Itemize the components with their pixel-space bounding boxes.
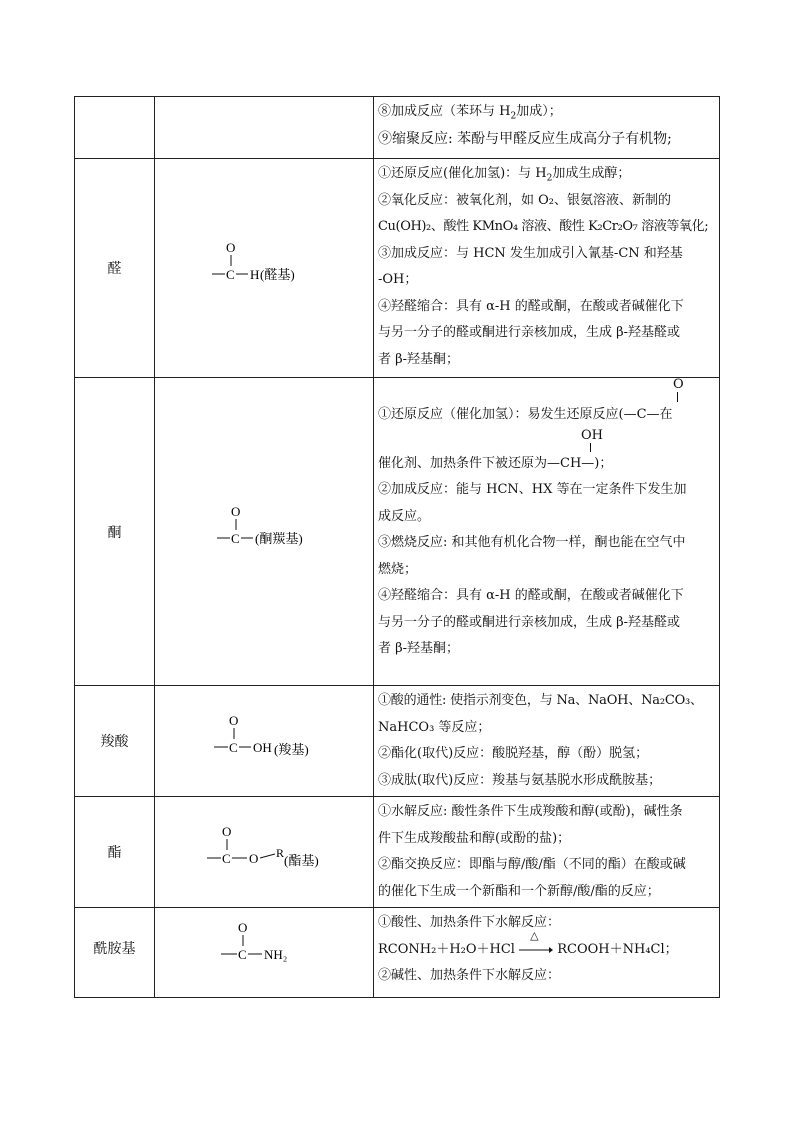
description-line: ③燃烧反应: 和其他有机化合物一样，酮也能在空气中 xyxy=(378,535,686,550)
atom-o: O xyxy=(231,503,241,519)
inline-o-label: O xyxy=(673,377,684,392)
atom-o: O xyxy=(229,713,239,728)
group-label: (酮羰基) xyxy=(255,530,303,546)
atom-c: C xyxy=(231,530,240,546)
table-row xyxy=(75,686,720,797)
description-line: ⑧加成反应（苯环与 $H_2$加成）； xyxy=(378,104,562,122)
group-name xyxy=(75,97,155,159)
description-line: ④羟醛缩合：具有 α-H 的醛或酮，在酸或者碱催化下 xyxy=(378,588,684,603)
reaction-description xyxy=(374,686,720,797)
amide-structure xyxy=(155,908,374,998)
group-label: (羧基) xyxy=(274,742,309,757)
atom-c: C xyxy=(229,740,238,755)
amide-group-formula xyxy=(217,918,327,978)
description-line: ③成肽(取代)反应：羧基与氨基脱水形成酰胺基； xyxy=(378,772,662,788)
description-line: 者 β-羟基酮； xyxy=(378,641,460,656)
equation-left: RCONH₂＋H₂O＋HCl xyxy=(378,941,515,957)
description-line: ④羟醛缩合：具有 α-H 的醛或酮，在酸或者碱催化下 xyxy=(378,298,684,314)
table-row xyxy=(75,797,720,908)
group-name: 酮 xyxy=(75,378,155,686)
ketone-structure xyxy=(155,378,374,686)
aldehyde-structure xyxy=(155,159,374,378)
description-line: 与另一分子的醛或酮进行亲核加成，生成 β-羟基醛或 xyxy=(378,614,681,630)
description-line: 燃烧； xyxy=(378,561,418,577)
reaction-description xyxy=(374,378,720,686)
description-line: 者 β-羟基酮； xyxy=(378,351,460,367)
reaction-description xyxy=(374,797,720,908)
atom-r: R xyxy=(276,846,285,860)
atom-oh: OH xyxy=(253,740,272,755)
atom-c: C xyxy=(238,947,247,962)
description-line: ①酸性、加热条件下水解反应： xyxy=(378,915,561,930)
ester-structure xyxy=(155,797,374,908)
equation-right: RCOOH＋NH₄Cl； xyxy=(557,941,678,957)
description-line: ②氧化反应：被氧化剂，如 O₂、银氨溶液、新制的 xyxy=(378,192,672,208)
description-line: 件下生成羧酸盐和醇(或酚的盐)； xyxy=(378,830,571,846)
description-line: ①还原反应（催化加氢）：易发生还原反应(—C—在 xyxy=(378,407,673,422)
description-line: ②酯化(取代)反应：酸脱羟基，醇（酚）脱氢； xyxy=(378,746,649,761)
atom-o: O xyxy=(222,824,232,839)
atom-o: O xyxy=(226,240,236,255)
description-line: 的催化下生成一个新酯和一个新醇/酸/酯的反应； xyxy=(378,883,660,899)
aldehyde-group-formula xyxy=(210,238,340,298)
equation-line xyxy=(378,929,716,964)
reaction-description xyxy=(374,97,720,159)
atom-c: C xyxy=(226,267,235,282)
description-line: -OH； xyxy=(378,272,418,287)
description-line: 成反应。 xyxy=(378,508,431,524)
carboxyl-structure xyxy=(155,686,374,797)
carboxyl-group-formula xyxy=(210,711,340,771)
inline-formula-line xyxy=(378,427,716,478)
group-label: (醛基) xyxy=(260,267,295,282)
atom-o-ether: O xyxy=(249,851,259,866)
description-line: ②碱性、加热条件下水解反应： xyxy=(378,968,561,983)
description-line: ③加成反应：与 HCN 发生加成引入氰基-CN 和羟基 xyxy=(378,245,683,261)
reaction-arrow xyxy=(519,929,553,956)
table-row xyxy=(75,159,720,378)
heat-condition: △ xyxy=(530,929,539,942)
table-row xyxy=(75,97,720,159)
description-line: ②酯交换反应：即酯与醇/酸/酯（不同的酯）在酸或碱 xyxy=(378,857,686,872)
table-row xyxy=(75,908,720,998)
group-name: 醛 xyxy=(75,159,155,378)
description-line: ①水解反应: 酸性条件下生成羧酸和醇(或酚)，碱性条 xyxy=(378,804,683,819)
atom-nh2: NH₂ xyxy=(264,947,288,962)
group-label: (酯基) xyxy=(284,853,319,868)
description-line: ①还原反应(催化加氢)：与 $H_2$加成生成醇； xyxy=(378,166,631,184)
group-name: 酰胺基 xyxy=(75,908,155,998)
inline-formula-line xyxy=(378,377,716,429)
description-line: ①酸的通性: 使指示剂变色，与 Na、NaOH、Na₂CO₃、 xyxy=(378,693,703,708)
group-name: 酯 xyxy=(75,797,155,908)
arrow-icon xyxy=(519,945,553,955)
reaction-table xyxy=(74,96,720,998)
description-line: NaHCO₃ 等反应； xyxy=(378,719,491,735)
atom-o: O xyxy=(238,920,248,935)
atom-c: C xyxy=(222,851,231,866)
atom-h: H xyxy=(250,267,260,282)
group-name: 羧酸 xyxy=(75,686,155,797)
description-line: ⑨缩聚反应: 苯酚与甲醛反应生成高分子有机物; xyxy=(378,130,672,147)
description-line: Cu(OH)₂、酸性 KMnO₄ 溶液、酸性 K₂Cr₂O₇ 溶液等氧化; xyxy=(378,219,709,234)
reaction-description xyxy=(374,908,720,998)
ester-group-formula xyxy=(203,822,353,882)
description-line: 与另一分子的醛或酮进行亲核加成，生成 β-羟基醛或 xyxy=(378,325,681,340)
description-line: ②加成反应：能与 HCN、HX 等在一定条件下发生加 xyxy=(378,482,687,497)
structure-cell xyxy=(155,97,374,159)
description-line: 催化剂、加热条件下被还原为—CH—)； xyxy=(378,455,613,471)
table-row xyxy=(75,378,720,686)
inline-oh-label: OH xyxy=(581,427,603,443)
ketone-group-formula xyxy=(215,502,335,562)
reaction-description xyxy=(374,159,720,378)
